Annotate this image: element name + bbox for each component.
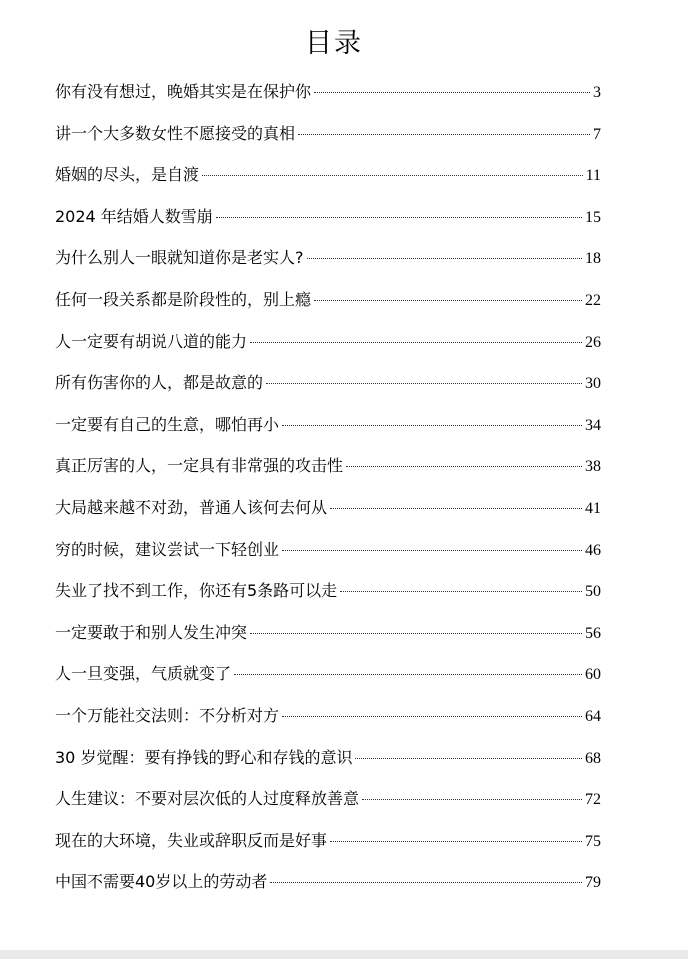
dot-leader [340, 591, 582, 592]
toc-entry-page-number: 68 [585, 749, 601, 767]
toc-entry-title: 30 岁觉醒：要有挣钱的野心和存钱的意识 [55, 747, 353, 767]
toc-entry[interactable] [55, 495, 601, 537]
toc-entry-page-number: 50 [585, 583, 601, 601]
toc-entry-page-number: 18 [585, 250, 601, 268]
toc-entry-page-number: 26 [585, 333, 601, 351]
toc-entry[interactable] [55, 786, 601, 828]
toc-entry[interactable] [55, 162, 601, 204]
toc-entry-title: 婚姻的尽头，是自渡 [55, 165, 200, 185]
dot-leader [298, 134, 590, 135]
toc-entry-title: 人一旦变强，气质就变了 [55, 664, 232, 684]
toc-entry-page-number: 38 [585, 458, 601, 476]
dot-leader [216, 217, 582, 218]
dot-leader [266, 383, 582, 384]
toc-entry-page-number: 72 [585, 791, 601, 809]
dot-leader [346, 466, 582, 467]
toc-entry[interactable] [55, 661, 601, 703]
toc-entry[interactable] [55, 245, 601, 287]
toc-entry-title: 一定要有自己的生意，哪怕再小 [55, 414, 280, 434]
dot-leader [250, 633, 582, 634]
toc-entry-title: 一定要敢于和别人发生冲突 [55, 622, 248, 642]
toc-entry[interactable] [55, 703, 601, 745]
toc-entry-page-number: 11 [585, 167, 601, 185]
toc-entry-title: 失业了找不到工作，你还有5条路可以走 [55, 581, 338, 601]
dot-leader [330, 508, 582, 509]
toc-entry-page-number: 3 [593, 84, 601, 101]
toc-entry[interactable] [55, 869, 601, 911]
toc-entry-title: 中国不需要40岁以上的劳动者 [55, 872, 268, 892]
toc-entry-page-number: 41 [585, 499, 601, 517]
toc-entry[interactable] [55, 370, 601, 412]
toc-entry-page-number: 7 [593, 125, 601, 143]
toc-entry-title: 人生建议：不要对层次低的人过度释放善意 [55, 789, 360, 809]
toc-entry-page-number: 30 [585, 375, 601, 393]
toc-entry-page-number: 60 [585, 666, 601, 684]
dot-leader [362, 799, 582, 800]
toc-entry[interactable] [55, 453, 601, 495]
toc-entry[interactable] [55, 329, 601, 371]
toc-entry-page-number: 56 [585, 624, 601, 642]
toc-entry-title: 2024 年结婚人数雪崩 [55, 206, 213, 226]
toc-entry-page-number: 15 [585, 208, 601, 226]
dot-leader [282, 550, 582, 551]
toc-entry-page-number: 79 [585, 874, 601, 892]
dot-leader [307, 258, 583, 259]
toc-entry[interactable] [55, 287, 601, 329]
toc-entry-page-number: 22 [585, 291, 601, 309]
toc-entry[interactable] [55, 828, 601, 870]
toc-entry[interactable] [55, 121, 601, 163]
toc-entry-page-number: 75 [585, 832, 601, 850]
dot-leader [234, 674, 582, 675]
toc-entry[interactable] [55, 578, 601, 620]
dot-leader [202, 175, 583, 176]
toc-entry-title: 穷的时候，建议尝试一下轻创业 [55, 539, 280, 559]
dot-leader [355, 758, 582, 759]
dot-leader [314, 92, 590, 93]
toc-entry-title: 讲一个大多数女性不愿接受的真相 [55, 123, 296, 143]
toc-entry-title: 人一定要有胡说八道的能力 [55, 331, 248, 351]
dot-leader [282, 425, 582, 426]
toc-entry-page-number: 64 [585, 707, 601, 725]
toc-entry-title: 你有没有想过，晚婚其实是在保护你 [55, 82, 312, 101]
toc-entry[interactable] [55, 537, 601, 579]
toc-entry[interactable] [55, 204, 601, 246]
dot-leader [330, 841, 582, 842]
toc-entry[interactable] [55, 79, 601, 121]
toc-entry-page-number: 34 [585, 416, 601, 434]
dot-leader [250, 342, 582, 343]
page-bottom-edge [0, 950, 688, 959]
toc-entry-title: 大局越来越不对劲，普通人该何去何从 [55, 497, 328, 517]
dot-leader [282, 716, 582, 717]
dot-leader [270, 882, 582, 883]
toc-entry-title: 一个万能社交法则：不分析对方 [55, 705, 280, 725]
toc-entry[interactable] [55, 412, 601, 454]
toc-entry-title: 任何一段关系都是阶段性的，别上瘾 [55, 289, 312, 309]
toc-entry-title: 为什么别人一眼就知道你是老实人? [55, 248, 304, 268]
toc-title: 目录 [305, 28, 363, 60]
toc-entry-title: 所有伤害你的人，都是故意的 [55, 373, 264, 393]
toc-entry-page-number: 46 [585, 541, 601, 559]
dot-leader [314, 300, 582, 301]
toc-entry-title: 真正厉害的人，一定具有非常强的攻击性 [55, 456, 344, 476]
toc-entry-title: 现在的大环境，失业或辞职反而是好事 [55, 830, 328, 850]
toc-entry[interactable] [55, 620, 601, 662]
toc-entry[interactable] [55, 745, 601, 787]
toc-list [55, 79, 601, 911]
